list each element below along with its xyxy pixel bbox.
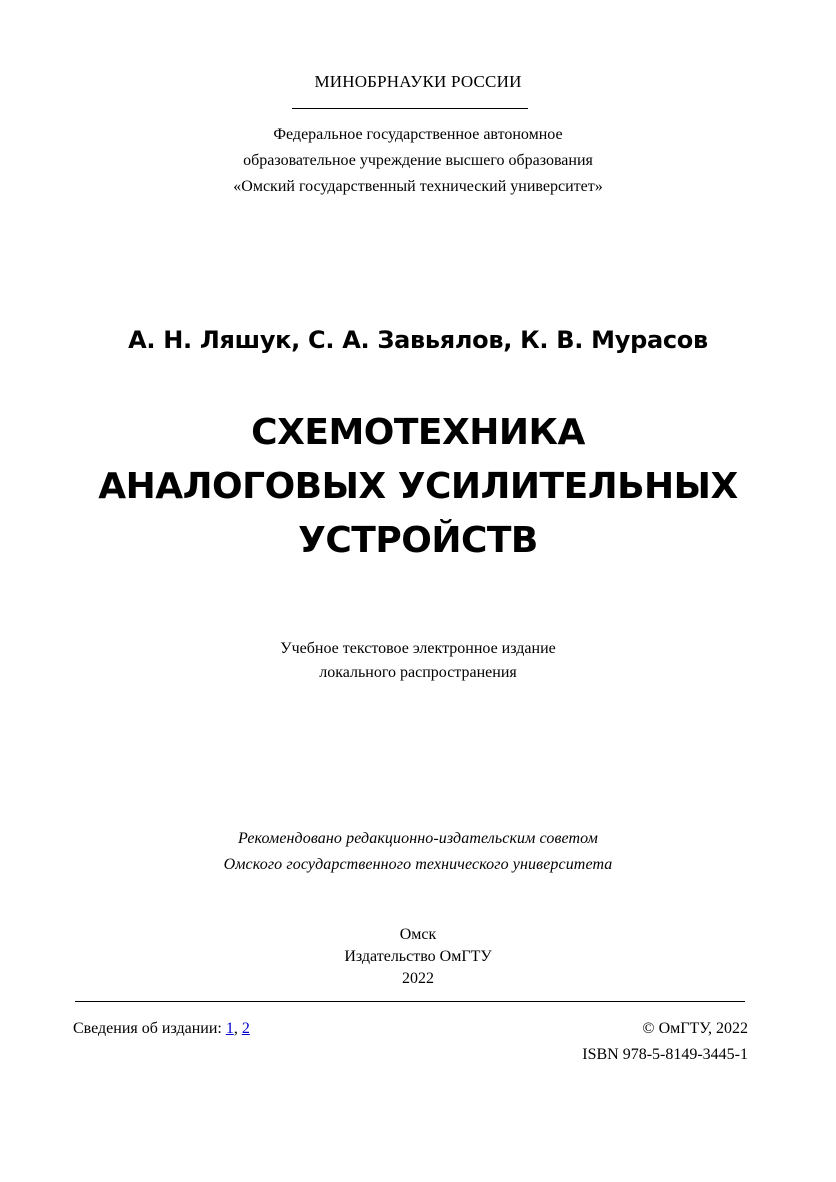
copyright: © ОмГТУ, 2022 xyxy=(642,1020,748,1037)
isbn: ISBN 978-5-8149-3445-1 xyxy=(582,1046,748,1063)
edition-type-line-1: Учебное текстовое электронное издание xyxy=(280,640,556,657)
institution-line-1: Федеральное государственное автономное xyxy=(273,126,563,143)
publication-year: 2022 xyxy=(402,970,434,987)
ministry-underline xyxy=(292,108,528,109)
edition-info-separator: , xyxy=(233,1020,238,1037)
publisher-city: Омск xyxy=(399,926,437,943)
institution-line-3: «Омский государственный технический университет» xyxy=(233,178,603,195)
footer-divider xyxy=(75,1001,745,1002)
publisher-name: Издательство ОмГТУ xyxy=(344,948,492,965)
ministry-name: МИНОБРНАУКИ РОССИИ xyxy=(314,72,522,91)
recommendation-line-2: Омского государственного технического университета xyxy=(223,856,613,873)
recommendation-line-1: Рекомендовано редакционно-издательским советом xyxy=(238,830,598,847)
edition-type-line-2: локального распространения xyxy=(319,664,517,681)
title-line-1: СХЕМОТЕХНИКА xyxy=(251,412,585,453)
edition-info-link-1[interactable]: 1 xyxy=(225,1020,234,1037)
title-line-2: АНАЛОГОВЫХ УСИЛИТЕЛЬНЫХ xyxy=(98,466,738,507)
edition-info-label: Сведения об издании: xyxy=(73,1020,222,1037)
edition-info-link-2[interactable]: 2 xyxy=(241,1020,250,1037)
edition-info xyxy=(73,1020,250,1038)
authors: А. Н. Ляшук, С. А. Завьялов, К. В. Мурасов xyxy=(128,326,708,354)
title-line-3: УСТРОЙСТВ xyxy=(298,520,538,561)
institution-line-2: образовательное учреждение высшего образования xyxy=(243,152,593,169)
